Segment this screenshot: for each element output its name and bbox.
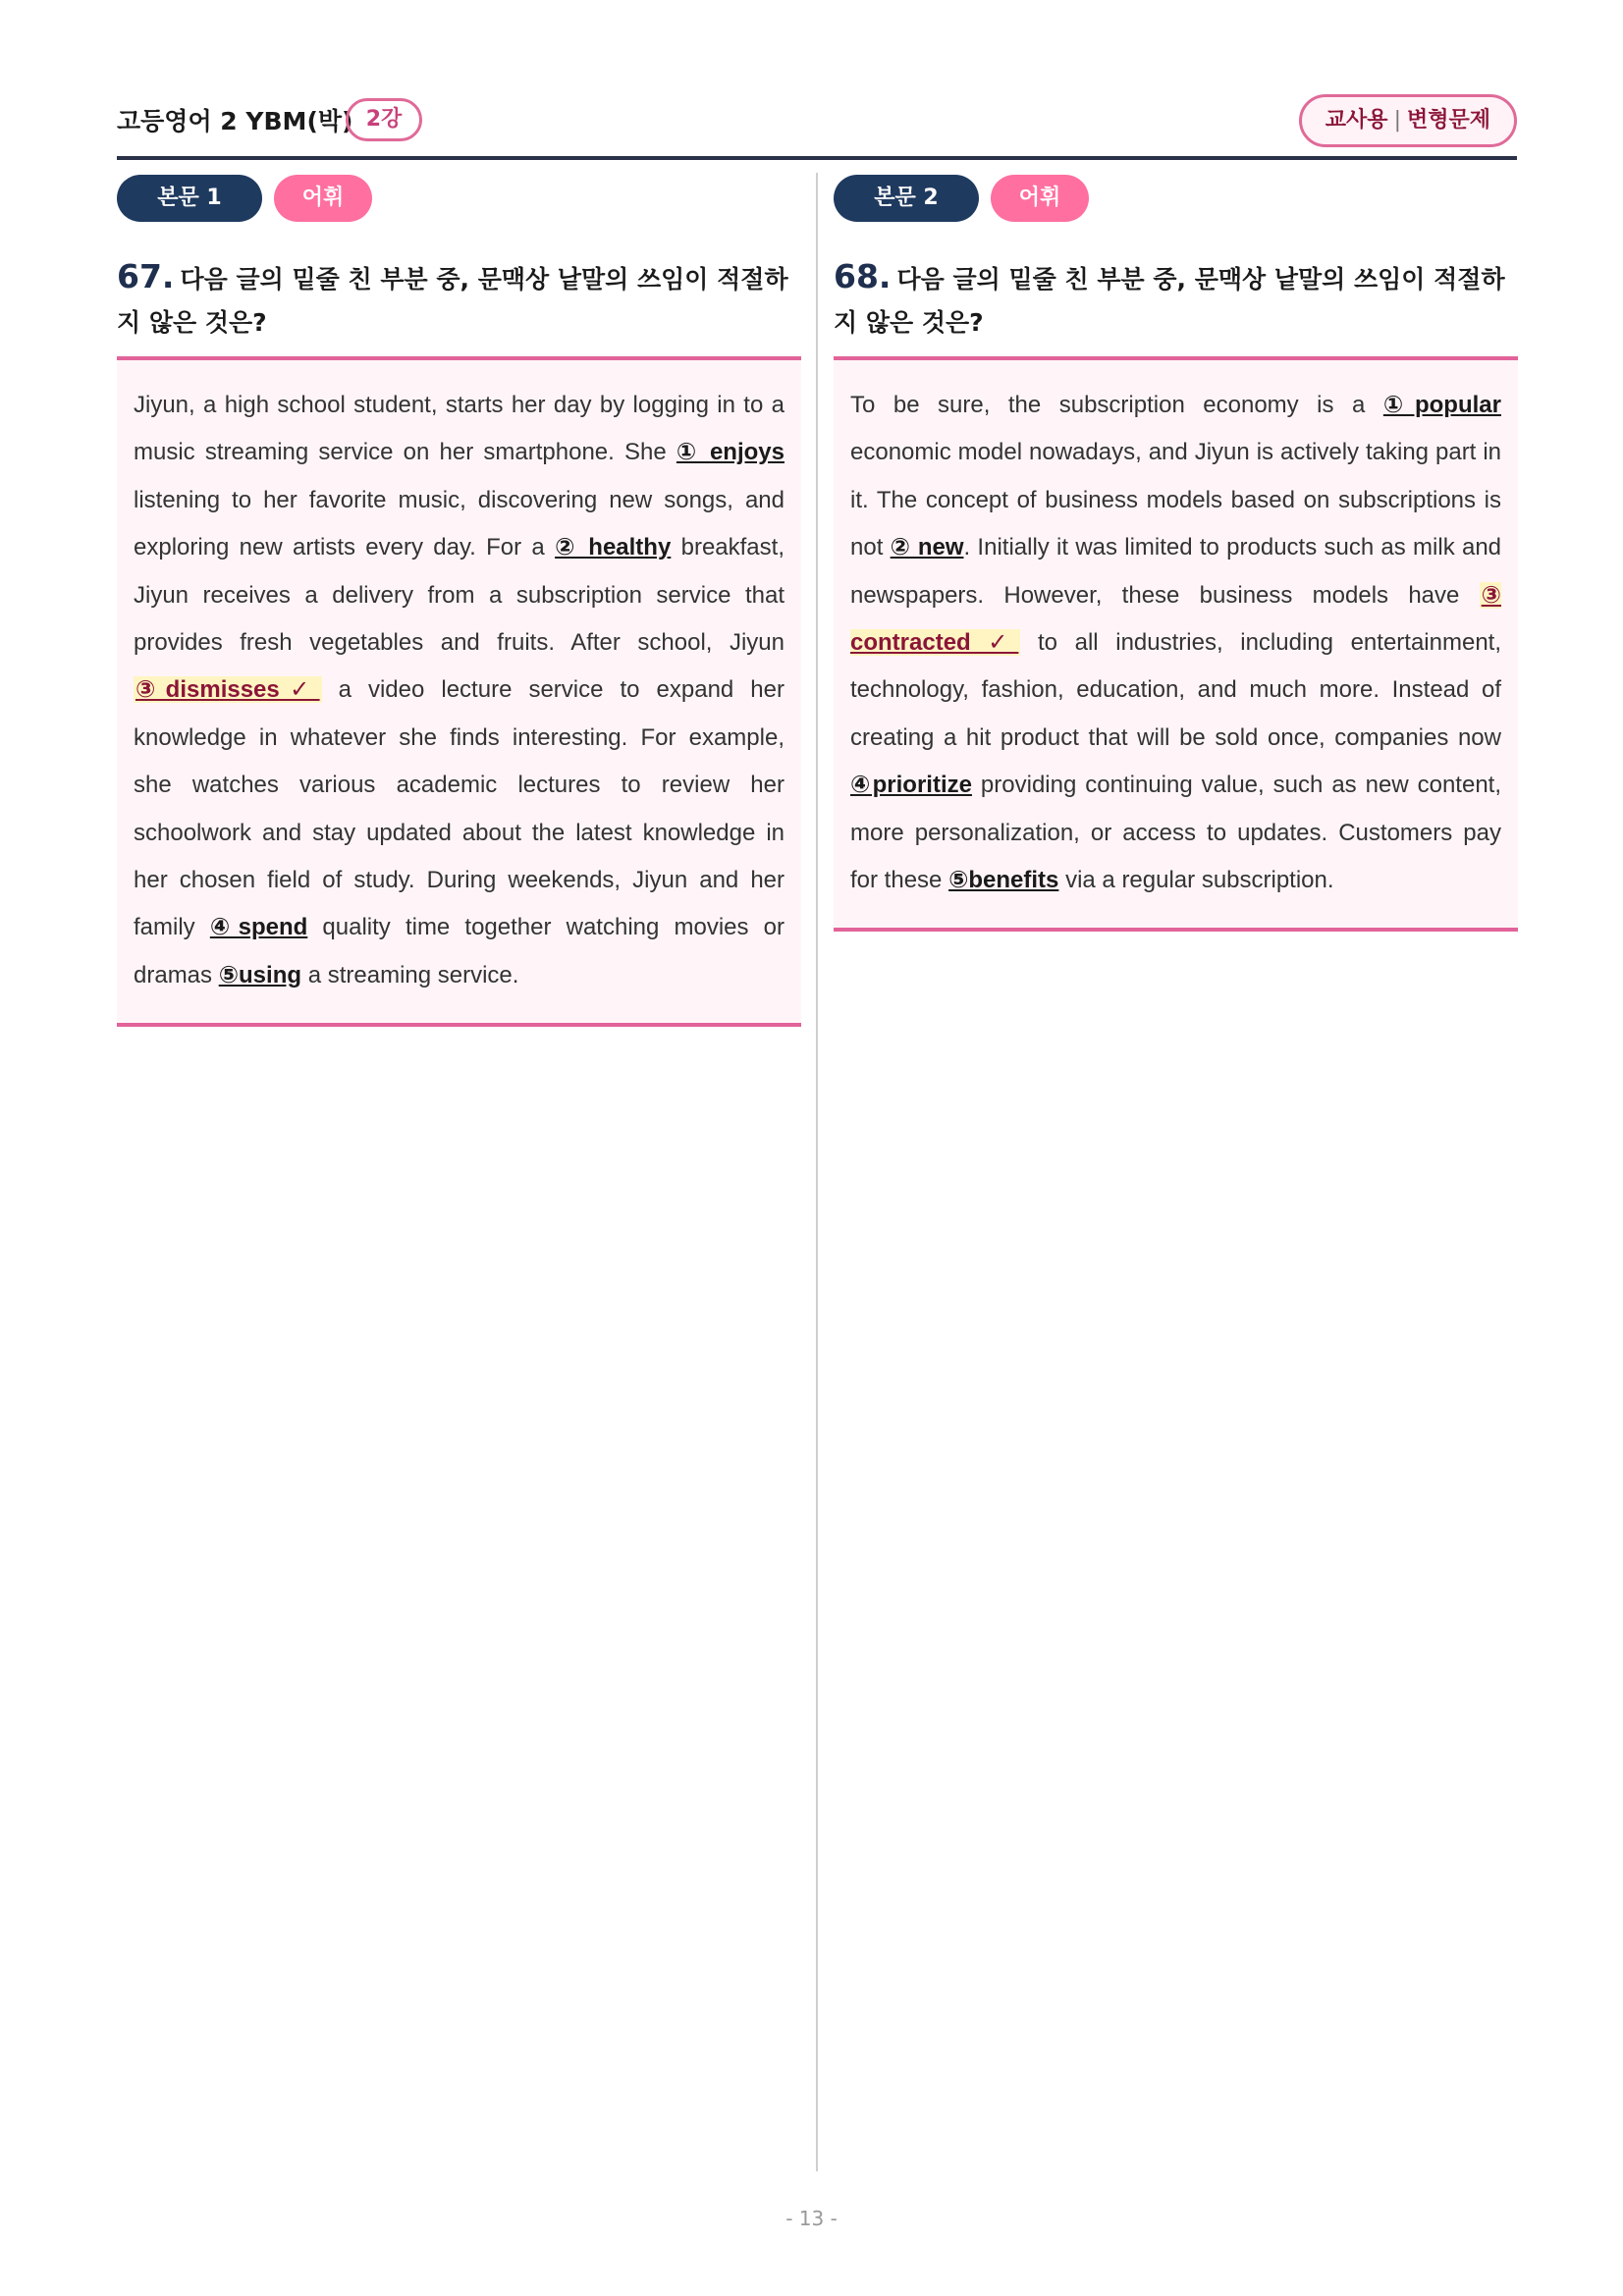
question-type-tag: 어휘 xyxy=(991,175,1089,222)
page-number: - 13 - xyxy=(785,2207,838,2230)
tag-row xyxy=(117,175,801,222)
question-text: 다음 글의 밑줄 친 부분 중, 문맥상 낱말의 쓰임이 적절하지 않은 것은? xyxy=(834,265,1505,337)
question-column-right xyxy=(834,175,1518,932)
passage-segment: Jiyun, a high school student, starts her day by logging in to a music streaming service on her smartphone. She xyxy=(134,392,784,466)
passage-segment: quality time together watching movies or dramas xyxy=(134,914,784,988)
passage-tag: 본문 1 xyxy=(117,175,262,222)
question-prompt xyxy=(117,255,801,345)
passage-segment: listening to her favorite music, discovering new songs, and exploring new artists every day. For a xyxy=(134,486,784,561)
passage-box xyxy=(834,356,1518,932)
question-number: 67. xyxy=(117,257,175,295)
passage-segment: economic model nowadays, and Jiyun is actively taking part in it. The concept of business models based on subscriptions is not xyxy=(850,439,1501,561)
question-type-tag: 어휘 xyxy=(274,175,372,222)
passage-segment: to all industries, including entertainment, technology, fashion, education, and much more. Instead of creating a hit product that will be sold once, companies now xyxy=(850,629,1502,751)
teacher-label: 교사용 xyxy=(1325,108,1388,133)
passage-segment: . Initially it was limited to products such as milk and newspapers. However, these business models have xyxy=(850,534,1502,609)
passage-box xyxy=(117,356,801,1027)
question-prompt xyxy=(834,255,1518,345)
question-text: 다음 글의 밑줄 친 부분 중, 문맥상 낱말의 쓰임이 적절하지 않은 것은? xyxy=(117,265,788,337)
underlined-choice: ④prioritize xyxy=(850,772,972,799)
passage-segment: via a regular subscription. xyxy=(1058,867,1334,894)
underlined-choice: ② new xyxy=(890,534,964,561)
passage-segment: To be sure, the subscription economy is a xyxy=(850,392,1383,418)
column-divider xyxy=(816,173,818,2171)
page-header xyxy=(117,94,1517,157)
underlined-choice: ⑤benefits xyxy=(948,867,1059,894)
teacher-edition-badge xyxy=(1299,94,1517,147)
passage-segment: a streaming service. xyxy=(301,961,519,988)
underlined-choice: ② healthy xyxy=(555,534,672,561)
underlined-choice: ①popular xyxy=(1382,392,1501,418)
passage-text xyxy=(134,382,784,999)
book-title: 고등영어 2 YBM(박) xyxy=(117,107,353,135)
answer-choice: ③dismisses✓ xyxy=(135,676,320,704)
passage-segment: breakfast, Jiyun receives a delivery from a subscription service that provides fresh vegetables and fruits. After school, Jiyun xyxy=(134,534,784,657)
lesson-badge: 2강 xyxy=(346,98,422,141)
question-number: 68. xyxy=(834,257,892,295)
passage-segment: providing continuing value, such as new content, more personalization, or access to updates. Customers pay for these xyxy=(850,772,1502,894)
underlined-choice: ① enjoys xyxy=(676,439,784,466)
tag-row xyxy=(834,175,1518,222)
question-column-left xyxy=(117,175,801,1027)
header-rule xyxy=(117,156,1517,160)
passage-text xyxy=(850,382,1501,904)
problem-type-label: 변형문제 xyxy=(1406,108,1490,133)
underlined-choice: ④spend xyxy=(209,914,308,941)
badge-separator: | xyxy=(1393,108,1401,133)
passage-segment: a video lecture service to expand her knowledge in whatever she finds interesting. For example, she watches various academic lectures to review her schoolwork and stay updated about the latest knowledge in her chosen field of study. During weekends, Jiyun and her family xyxy=(134,676,784,941)
passage-tag: 본문 2 xyxy=(834,175,979,222)
answer-choice: ③ contracted ✓ xyxy=(850,581,1501,657)
underlined-choice: ⑤using xyxy=(218,961,302,988)
